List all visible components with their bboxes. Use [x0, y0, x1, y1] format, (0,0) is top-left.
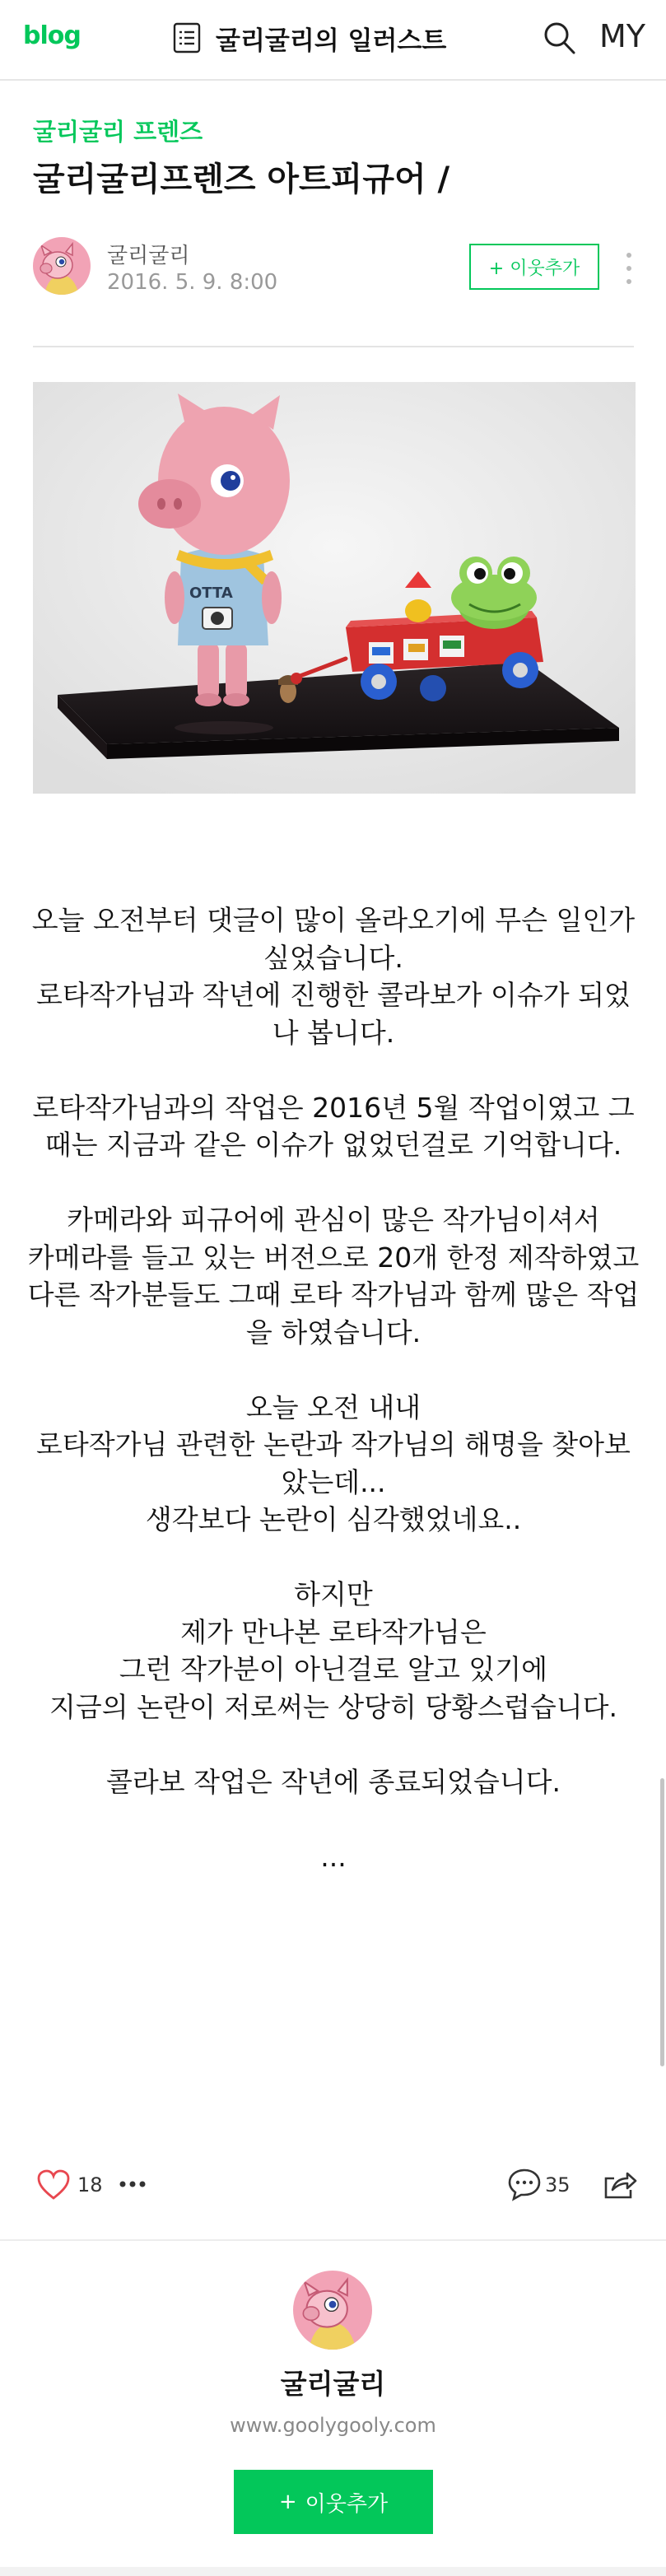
paragraph: [25, 1726, 642, 1763]
scrollbar-thumb[interactable]: [660, 1778, 664, 2066]
blog-title: 굴리굴리의 일러스트: [216, 26, 447, 56]
author-row: [33, 234, 642, 300]
post-body: [25, 901, 642, 1875]
paragraph: [25, 1800, 642, 1838]
more-vertical-icon[interactable]: [624, 250, 634, 286]
list-icon: [173, 22, 201, 54]
profile-name[interactable]: 굴리굴리: [280, 2368, 386, 2400]
paragraph: 로타작가님 관련한 논란과 작가님의 해명을 찾아보았는데...: [36, 1428, 631, 1498]
paragraph: 오늘 오전부터 댓글이 많이 올라오기에 무슨 일인가 싶었습니다.: [31, 904, 636, 974]
paragraph: ...: [320, 1840, 347, 1873]
paragraph: 카메라를 들고 있는 버전으로 20개 한정 제작하였고: [27, 1241, 640, 1274]
author-name[interactable]: 굴리굴리: [107, 244, 190, 268]
paragraph: 카메라와 피규어에 관심이 많은 작가님이셔서: [67, 1204, 600, 1236]
paragraph: 로타작가님과의 작업은 2016년 5월 작업이였고 그때는 지금과 같은 이슈가 없었던걸로 기억합니다.: [32, 1091, 635, 1161]
avatar[interactable]: [33, 237, 91, 295]
paragraph: 제가 만나본 로타작가님은: [180, 1615, 487, 1648]
paragraph: [25, 1164, 642, 1202]
like-count: 18: [77, 2173, 103, 2196]
figure-photo: [33, 382, 636, 794]
paragraph: [25, 1051, 642, 1089]
share-icon[interactable]: [603, 2167, 637, 2200]
paragraph: 생각보다 논란이 심각했었네요..: [145, 1503, 522, 1535]
paragraph: 콜라보 작업은 작년에 종료되었습니다.: [105, 1765, 561, 1798]
heart-icon[interactable]: [36, 2168, 71, 2201]
paragraph: 다른 작가분들도 그때 로타 작가님과 함께 많은 작업을 하였습니다.: [27, 1279, 640, 1349]
paragraph: 오늘 오전 내내: [245, 1390, 421, 1423]
paragraph: 하지만: [294, 1578, 373, 1610]
more-icon[interactable]: [119, 2180, 147, 2188]
add-neighbor-button[interactable]: + 이웃추가: [469, 244, 599, 290]
plus-icon: +: [278, 2490, 297, 2514]
divider: [0, 2239, 666, 2241]
post-image[interactable]: [33, 382, 636, 794]
post-title: 굴리굴리프렌즈 아트피규어 /: [33, 161, 450, 198]
paragraph: 로타작가님과 작년에 진행한 콜라보가 이슈가 되었나 봅니다.: [36, 979, 631, 1049]
my-button[interactable]: MY: [599, 18, 645, 54]
post-category[interactable]: 굴리굴리 프렌즈: [33, 118, 203, 146]
paragraph: [25, 1351, 642, 1389]
profile-url[interactable]: www.goolygooly.com: [230, 2414, 436, 2437]
comment-icon[interactable]: [507, 2167, 542, 2201]
add-neighbor-button-large[interactable]: [234, 2470, 433, 2534]
divider: [33, 346, 634, 347]
blog-logo[interactable]: blog: [23, 21, 81, 50]
comment-count: 35: [545, 2173, 571, 2196]
blog-title-button[interactable]: [173, 20, 446, 56]
svg-text:OTTA: OTTA: [189, 585, 233, 602]
top-bar: [0, 0, 666, 81]
page-bottom: [0, 2567, 666, 2576]
search-icon[interactable]: [543, 21, 576, 56]
paragraph: 그런 작가분이 아닌걸로 알고 있기에: [119, 1653, 548, 1685]
pig-avatar-icon: [33, 237, 91, 295]
action-bar: [0, 2157, 666, 2223]
pig-avatar-icon: [293, 2271, 372, 2350]
post-date: 2016. 5. 9. 8:00: [107, 270, 278, 295]
add-neighbor-label: 이웃추가: [305, 2491, 389, 2517]
profile-avatar[interactable]: [293, 2271, 372, 2350]
paragraph: 지금의 논란이 저로써는 상당히 당황스럽습니다.: [49, 1690, 617, 1723]
paragraph: [25, 1539, 642, 1577]
